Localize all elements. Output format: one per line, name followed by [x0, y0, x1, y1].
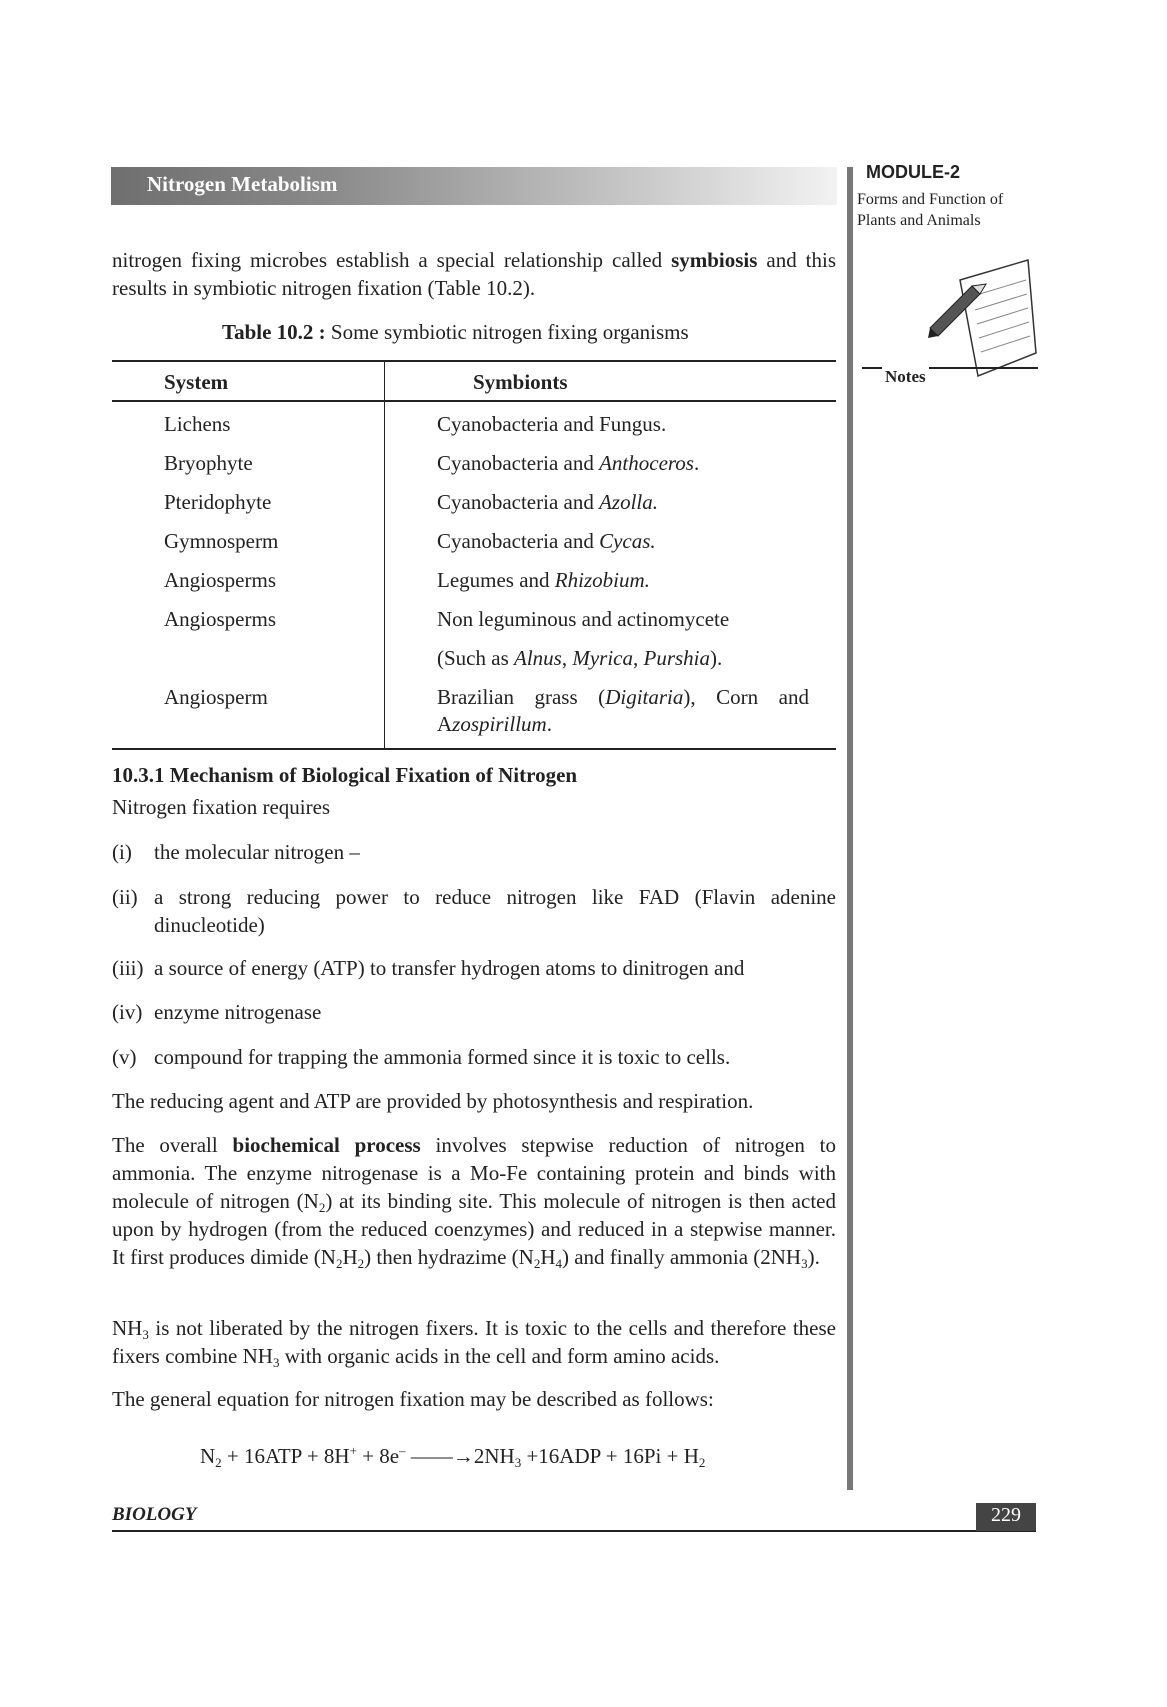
table-cell-system: Bryophyte [164, 451, 253, 475]
list-item: (i) the molecular nitrogen – [112, 840, 360, 864]
table-caption: Table 10.2 : Some symbiotic nitrogen fixing organisms [222, 320, 689, 344]
table-cell-symbionts: Non leguminous and actinomycete [437, 607, 730, 631]
section-heading: 10.3.1 Mechanism of Biological Fixation of Nitrogen [112, 763, 578, 787]
table-cell-system: Gymnosperm [164, 529, 279, 553]
paragraph-general-equation: The general equation for nitrogen fixation may be described as follows: [112, 1387, 714, 1411]
intro-paragraph: nitrogen fixing microbes establish a special relationship called symbiosis and this results in symbiotic nitrogen fixation (Table 10.2). [112, 248, 836, 300]
table-cell-symbionts: Cyanobacteria and Fungus. [437, 412, 667, 436]
table-cell-system: Lichens [164, 412, 231, 436]
page-number: 229 [991, 1504, 1021, 1526]
paragraph-nh3: $NH_3$ is not liberated by the nitrogen fixers. It is toxic to the cells and therefore these fixers combine $NH_3$ with organic acids in the cell and form amino acids. [112, 1316, 836, 1370]
table-cell-symbionts: Legumes and Rhizobium. [437, 568, 650, 592]
table-header-symbionts: Symbionts [473, 370, 568, 394]
paragraph-reducing-agent: The reducing agent and ATP are provided by photosynthesis and respiration. [112, 1089, 754, 1113]
table-cell-system: Angiosperms [164, 568, 276, 592]
table-cell-symbionts: (Such as Alnus, Myrica, Purshia). [437, 646, 723, 670]
table-column-divider [384, 360, 385, 750]
table-cell-symbionts: Cyanobacteria and Cycas. [437, 529, 656, 553]
table-header-rule [112, 400, 836, 402]
section-lead: Nitrogen fixation requires [112, 795, 331, 819]
table-cell-symbionts: Cyanobacteria and Azolla. [437, 490, 659, 514]
paragraph-biochemical-process: The overall biochemical process involves stepwise reduction of nitrogen to ammonia. The enzyme nitrogenase is a Mo-Fe containing protein and binds with molecule of nitrogen $(N_2)$ at its binding site. This molecule of nitrogen is then acted upon by hydrogen (from the reduced coenzymes) and reduced in a stepwise manner. It first produces dimide $(N_2H_2)$ then hydrazime $(N_2H_4)$ and finally ammonia $(2NH_3)$. [112, 1133, 836, 1271]
table-bottom-rule [112, 748, 836, 750]
list-item: (iii) a source of energy (ATP) to transfer hydrogen atoms to dinitrogen and [112, 956, 745, 980]
table-cell-system: Pteridophyte [164, 490, 272, 514]
list-item: (v) compound for trapping the ammonia formed since it is toxic to cells. [112, 1045, 731, 1069]
footer-subject: BIOLOGY [112, 1504, 197, 1525]
list-item: (ii) a strong reducing power to reduce nitrogen like FAD (Flavin adenine dinucleotide) [112, 885, 836, 937]
chapter-title: Nitrogen Metabolism [147, 172, 338, 196]
table-cell-system: Angiosperms [164, 607, 276, 631]
module-title: MODULE-2 [866, 162, 960, 182]
notes-label: Notes [882, 367, 929, 387]
nitrogen-fixation-equation: $N_2 + 16ATP + 8H^+ + 8e^-$ $——\to 2NH_3 +16ADP + 16Pi + H_2$ [200, 1443, 706, 1470]
footer-rule [112, 1530, 1036, 1532]
table-cell-symbionts: Cyanobacteria and Anthoceros. [437, 451, 700, 475]
table-header-system: System [164, 370, 229, 394]
module-subtitle: Forms and Function of Plants and Animals [857, 191, 1004, 229]
margin-rule [847, 167, 853, 1490]
table-cell-system: Angiosperm [164, 685, 268, 709]
table-top-rule [112, 360, 836, 362]
table-cell-symbionts: Brazilian grass (Digitaria), Corn and Azospirillum. [437, 685, 809, 736]
list-item: (iv) enzyme nitrogenase [112, 1000, 322, 1024]
